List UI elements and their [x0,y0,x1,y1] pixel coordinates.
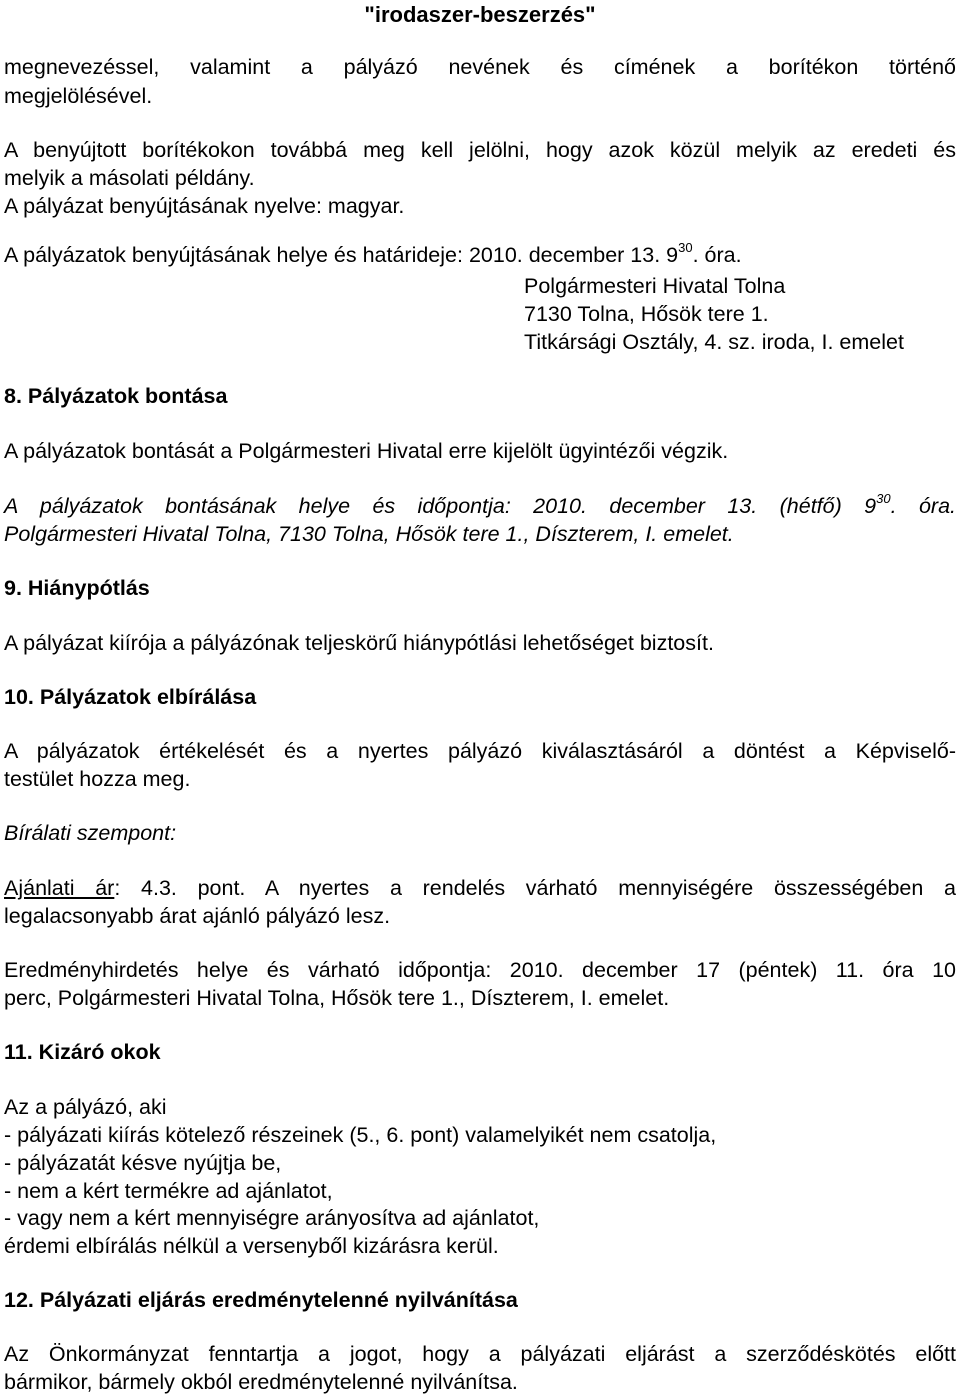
section-8-opening-time [4,491,957,518]
opening-time-suffix: . óra. [890,494,957,518]
document-title: "irodaszer-beszerzés" [364,2,596,27]
address-line-3: Titkársági Osztály, 4. sz. iroda, I. emelet [524,330,904,354]
section-10-paragraph-line-1: A pályázatok értékelését és a nyertes pályázó kiválasztásáról a döntést a Képviselő- [4,739,956,763]
opening-time-text: A pályázatok bontásának helye és időpontja: 2010. december 13. (hétfő) 9 [4,494,877,518]
offer-price-text: : 4.3. pont. A nyertes a rendelés várható mennyiségére összességében a [114,876,957,900]
section-11-line-4: - nem a kért termékre ad ajánlatot, [4,1179,333,1203]
result-announcement-line-1: Eredményhirdetés helye és várható időpontja: 2010. december 17 (péntek) 11. óra 10 [4,958,956,982]
section-8-opening-location: Polgármesteri Hivatal Tolna, 7130 Tolna, Hősök tere 1., Díszterem, I. emelet. [4,522,734,546]
submission-deadline [4,240,742,267]
offer-price-line-2: legalacsonyabb árat ajánló pályázó lesz. [4,904,391,928]
submission-deadline-text: A pályázatok benyújtásának helye és határideje: 2010. december 13. 9 [4,243,679,267]
address-line-2: 7130 Tolna, Hősök tere 1. [524,302,769,326]
opening-time-minutes: 30 [876,491,891,506]
submission-deadline-minutes: 30 [678,240,693,255]
address-line-1: Polgármesteri Hivatal Tolna [524,274,786,298]
section-10-paragraph-line-2: testület hozza meg. [4,767,191,791]
section-12-heading: 12. Pályázati eljárás eredménytelenné nyilvánítása [4,1288,518,1312]
intro-paragraph-2-line-2: melyik a másolati példány. [4,166,255,190]
section-8-heading: 8. Pályázatok bontása [4,384,228,408]
section-12-line-2: bármikor, bármely okból eredménytelenné nyilvánítsa. [4,1370,518,1394]
section-8-paragraph-1: A pályázatok bontását a Polgármesteri Hivatal erre kijelölt ügyintézői végzik. [4,439,729,463]
section-9-paragraph: A pályázat kiírója a pályázónak teljeskörű hiánypótlási lehetőséget biztosít. [4,631,714,655]
evaluation-criteria-label: Bírálati szempont: [4,821,177,845]
offer-price-label: Ajánlati ár [4,876,115,900]
section-12-line-1: Az Önkormányzat fenntartja a jogot, hogy a pályázati eljárást a szerződéskötés előtt [4,1342,956,1366]
section-11-line-2: - pályázati kiírás kötelező részeinek (5., 6. pont) valamelyikét nem csatolja, [4,1123,717,1147]
section-10-heading: 10. Pályázatok elbírálása [4,685,257,709]
language-line: A pályázat benyújtásának nyelve: magyar. [4,194,405,218]
section-11-line-5: - vagy nem a kért mennyiségre arányosítva ad ajánlatot, [4,1206,540,1230]
section-11-line-1: Az a pályázó, aki [4,1095,167,1119]
section-11-line-3: - pályázatát késve nyújtja be, [4,1151,282,1175]
result-announcement-line-2: perc, Polgármesteri Hivatal Tolna, Hősök tere 1., Díszterem, I. emelet. [4,986,670,1010]
section-9-heading: 9. Hiánypótlás [4,576,150,600]
submission-deadline-suffix: . óra. [692,243,742,267]
offer-price-line-1 [4,878,956,900]
intro-paragraph-1-line-2: megjelölésével. [4,84,153,108]
intro-paragraph-1-line-1: megnevezéssel, valamint a pályázó nevének és címének a borítékon történő [4,55,956,79]
section-11-line-6: érdemi elbírálás nélkül a versenyből kizárásra kerül. [4,1234,499,1258]
opening-time-line [4,491,957,518]
section-11-heading: 11. Kizáró okok [4,1040,161,1064]
intro-paragraph-2-line-1: A benyújtott borítékokon továbbá meg kell jelölni, hogy azok közül melyik az eredeti és [4,138,956,162]
